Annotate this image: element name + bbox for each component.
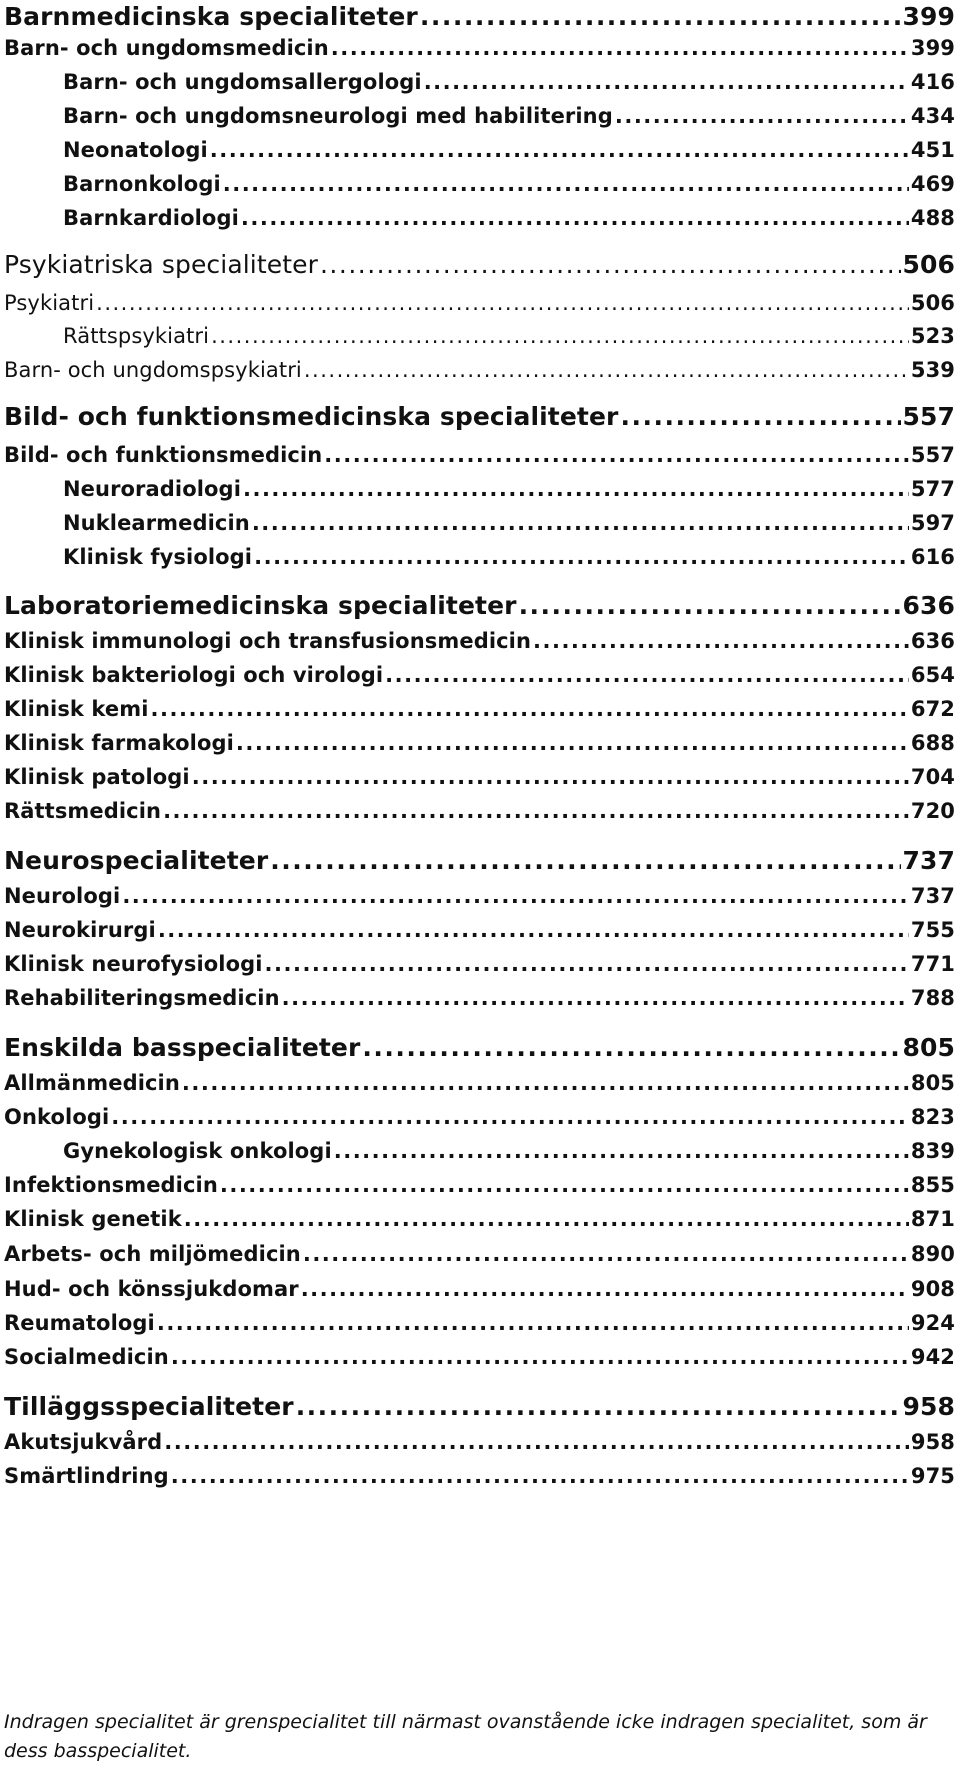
toc-page-number: 958 [910,1430,955,1454]
dot-leader [171,1345,909,1369]
toc-entry-label: Neonatologi [63,138,208,162]
toc-entry-label: Tilläggsspecialiteter [4,1392,294,1421]
toc-page-number: 975 [910,1464,955,1488]
toc-page-number: 539 [910,358,955,382]
toc-page-number: 855 [910,1173,955,1197]
toc-entry-label: Akutsjukvård [4,1430,163,1454]
toc-entry[interactable] [4,1464,955,1488]
toc-entry-label: Smärtlindring [4,1464,169,1488]
dot-leader [184,1207,909,1231]
toc-entry-label: Barn- och ungdomsmedicin [4,36,329,60]
toc-entry-label: Socialmedicin [4,1345,169,1369]
dot-leader [320,250,901,279]
toc-page-number: 823 [910,1105,955,1129]
dot-leader [620,402,900,431]
toc-entry[interactable] [4,765,955,789]
dot-leader [122,884,909,908]
toc-page-number: 737 [902,846,955,875]
toc-entry[interactable] [4,1071,955,1095]
dot-leader [171,1464,909,1488]
toc-page-number: 488 [910,206,955,230]
toc-entry-label: Neurospecialiteter [4,846,269,875]
toc-page-number: 839 [910,1139,955,1163]
dot-leader [223,172,909,196]
toc-entry-label: Enskilda basspecialiteter [4,1033,361,1062]
dot-leader [111,1105,909,1129]
dot-leader [151,697,909,721]
toc-page-number: 434 [910,104,955,128]
dot-leader [265,952,909,976]
toc-entry[interactable] [4,443,955,467]
dot-leader [385,663,909,687]
toc-page-number: 416 [910,70,955,94]
toc-entry[interactable] [63,104,955,128]
toc-entry-label: Onkologi [4,1105,110,1129]
toc-entry-label: Neurokirurgi [4,918,156,942]
toc-entry[interactable] [63,70,955,94]
dot-leader [252,511,909,535]
toc-entry[interactable] [63,138,955,162]
dot-leader [615,104,909,128]
dot-leader [211,324,909,348]
toc-page-number: 506 [902,250,955,279]
toc-entry-label: Klinisk genetik [4,1207,182,1231]
toc-section-heading[interactable] [4,846,955,875]
dot-leader [334,1139,909,1163]
toc-entry-label: Infektionsmedicin [4,1173,218,1197]
toc-entry[interactable] [63,477,955,501]
toc-page-number: 523 [910,324,955,348]
toc-page-number: 771 [910,952,955,976]
dot-leader [324,443,909,467]
toc-page-number: 688 [910,731,955,755]
toc-entry[interactable] [4,629,955,653]
toc-section-heading[interactable] [4,1392,955,1421]
toc-entry[interactable] [4,358,955,382]
dot-leader [157,1311,909,1335]
dot-leader [163,799,909,823]
toc-entry[interactable] [4,1173,955,1197]
dot-leader [282,986,909,1010]
dot-leader [243,477,909,501]
toc-entry-label: Barn- och ungdomsneurologi med habilitering [63,104,613,128]
toc-page-number: 506 [910,291,955,315]
toc-entry[interactable] [4,952,955,976]
toc-entry-label: Psykiatri [4,291,95,315]
toc-entry[interactable] [4,799,955,823]
toc-entry-label: Klinisk bakteriologi och virologi [4,663,384,687]
toc-entry-label: Reumatologi [4,1311,155,1335]
dot-leader [236,731,909,755]
toc-page-number: 616 [910,545,955,569]
toc-page-number: 672 [910,697,955,721]
toc-entry[interactable] [4,1105,955,1129]
toc-entry-label: Rehabiliteringsmedicin [4,986,280,1010]
toc-entry-label: Klinisk fysiologi [63,545,253,569]
toc-page-number: 636 [910,629,955,653]
toc-entry[interactable] [4,986,955,1010]
toc-page-number: 469 [910,172,955,196]
toc-entry[interactable] [4,697,955,721]
toc-page-number: 755 [910,918,955,942]
toc-entry-label: Arbets- och miljömedicin [4,1242,301,1266]
toc-page-number: 636 [902,591,955,620]
toc-entry-label: Barn- och ungdomsallergologi [63,70,422,94]
toc-section-heading[interactable] [4,2,955,31]
toc-entry-label: Bild- och funktionsmedicinska specialiteter [4,402,619,431]
toc-page-number: 399 [910,36,955,60]
dot-leader [192,765,909,789]
toc-page-number: 958 [902,1392,955,1421]
toc-page-number: 924 [910,1311,955,1335]
toc-entry[interactable] [4,1277,955,1301]
toc-entry[interactable] [4,731,955,755]
toc-entry[interactable] [4,1345,955,1369]
toc-entry[interactable] [4,1311,955,1335]
dot-leader [301,1277,909,1301]
toc-page-number: 399 [902,2,955,31]
toc-page-number: 451 [910,138,955,162]
toc-entry-label: Klinisk farmakologi [4,731,234,755]
toc-entry-label: Klinisk patologi [4,765,190,789]
footnote: Indragen specialitet är grenspecialitet till närmast ovanstående icke indragen specialitet, som är dess basspecialitet. [4,1711,927,1762]
toc-entry-label: Laboratoriemedicinska specialiteter [4,591,517,620]
toc-entry-label: Psykiatriska specialiteter [4,250,318,279]
toc-entry[interactable] [63,324,955,348]
toc-entry[interactable] [4,884,955,908]
dot-leader [303,1242,909,1266]
toc-entry[interactable] [4,1430,955,1454]
toc-entry[interactable] [63,206,955,230]
dot-leader [182,1071,909,1095]
toc-entry-label: Nuklearmedicin [63,511,250,535]
toc-page-number: 704 [910,765,955,789]
dot-leader [304,358,909,382]
toc-entry-label: Neurologi [4,884,121,908]
toc-entry-label: Allmänmedicin [4,1071,180,1095]
toc-entry-label: Gynekologisk onkologi [63,1139,332,1163]
dot-leader [519,591,901,620]
toc-entry[interactable] [4,918,955,942]
toc-entry-label: Klinisk kemi [4,697,149,721]
dot-leader [533,629,909,653]
dot-leader [420,2,901,31]
toc-entry-label: Rättsmedicin [4,799,162,823]
toc-page-number: 557 [902,402,955,431]
toc-page-number: 942 [910,1345,955,1369]
toc-entry[interactable] [4,1207,955,1231]
dot-leader [210,138,909,162]
toc-entry[interactable] [4,663,955,687]
toc-page-number: 720 [910,799,955,823]
toc-page-number: 737 [910,884,955,908]
toc-entry[interactable] [63,545,955,569]
toc-entry-label: Barnonkologi [63,172,221,196]
toc-entry-label: Klinisk neurofysiologi [4,952,263,976]
toc-page-number: 890 [910,1242,955,1266]
toc-section-heading[interactable] [4,250,955,279]
dot-leader [241,206,909,230]
toc-entry-label: Bild- och funktionsmedicin [4,443,323,467]
toc-entry-label: Klinisk immunologi och transfusionsmedicin [4,629,532,653]
dot-leader [158,918,909,942]
toc-page-number: 908 [910,1277,955,1301]
toc-section-heading[interactable] [4,402,955,431]
dot-leader [270,846,900,875]
toc-entry-label: Barnmedicinska specialiteter [4,2,418,31]
toc-entry[interactable] [4,1242,955,1266]
toc-page-number: 805 [902,1033,955,1062]
dot-leader [220,1173,909,1197]
dot-leader [424,70,909,94]
toc-entry-label: Barnkardiologi [63,206,239,230]
toc-entry-label: Barn- och ungdomspsykiatri [4,358,302,382]
dot-leader [254,545,909,569]
toc-section-heading[interactable] [4,591,955,620]
dot-leader [362,1033,900,1062]
toc-entry-label: Neuroradiologi [63,477,241,501]
dot-leader [296,1392,901,1421]
dot-leader [96,291,909,315]
toc-page-number: 805 [910,1071,955,1095]
toc-page-number: 654 [910,663,955,687]
toc-entry[interactable] [4,291,955,315]
toc-page-number: 557 [910,443,955,467]
toc-entry-label: Hud- och könssjukdomar [4,1277,299,1301]
toc-page-number: 871 [910,1207,955,1231]
toc-page-number: 788 [910,986,955,1010]
toc-page-number: 597 [910,511,955,535]
toc-entry[interactable] [4,36,955,60]
toc-page-number: 577 [910,477,955,501]
dot-leader [164,1430,909,1454]
toc-entry[interactable] [63,511,955,535]
toc-entry-label: Rättspsykiatri [63,324,210,348]
toc-entry[interactable] [63,172,955,196]
toc-entry[interactable] [63,1139,955,1163]
toc-section-heading[interactable] [4,1033,955,1062]
dot-leader [331,36,909,60]
